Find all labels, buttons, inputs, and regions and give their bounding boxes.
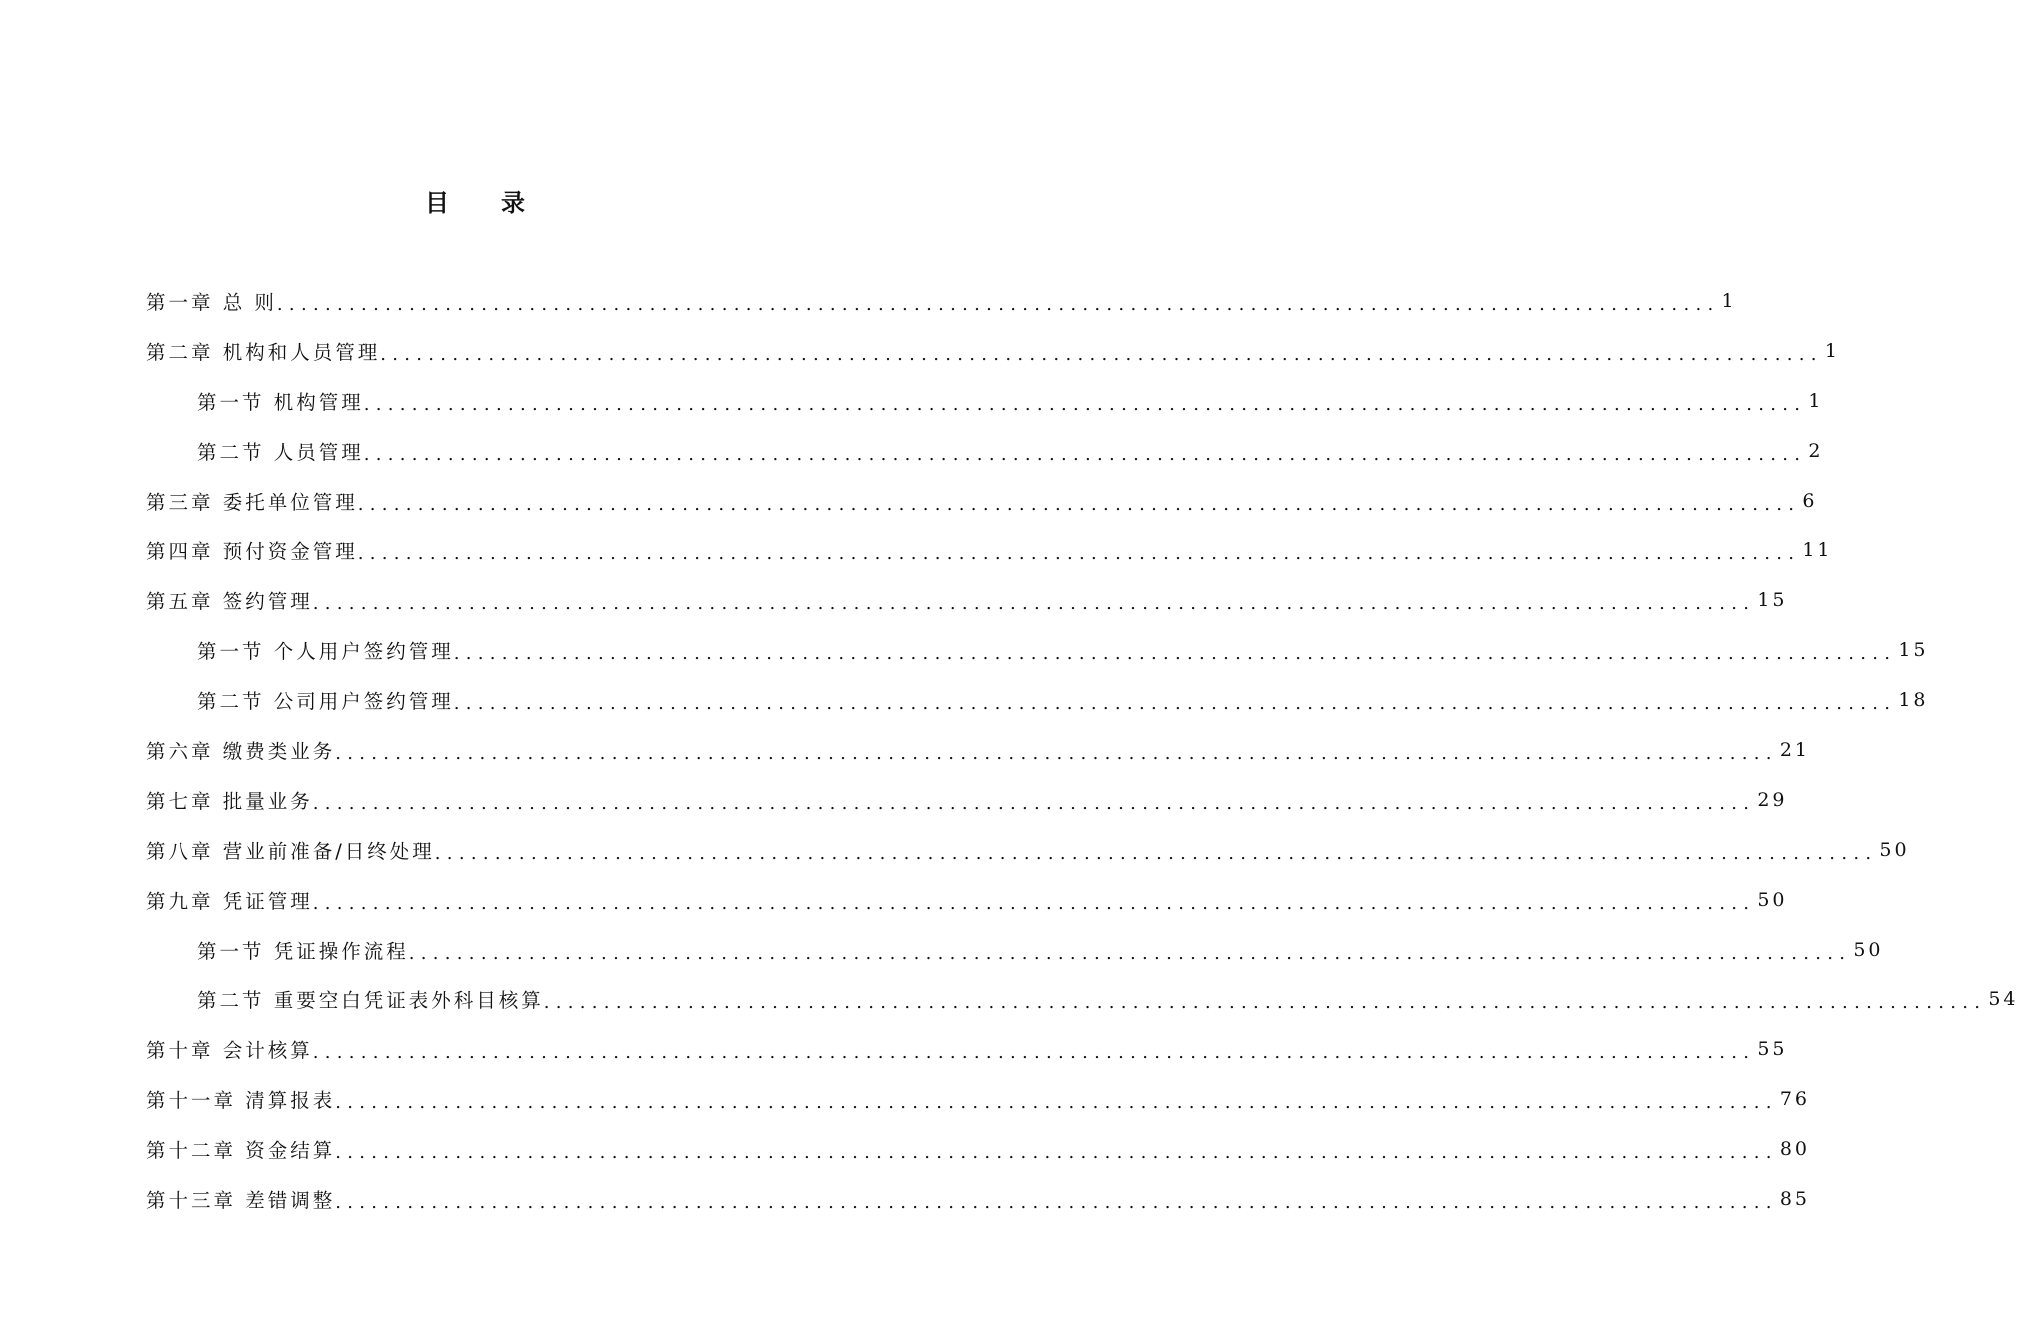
- toc-entry-label: 第九章 凭证管理: [146, 889, 313, 913]
- toc-entry-page: 1: [1808, 389, 1824, 412]
- toc-leader-dots: ........................................................................................................................: [312, 1042, 1756, 1064]
- toc-entry-page: 85: [1779, 1187, 1810, 1210]
- toc-leader-dots: ........................................................................................................................: [363, 393, 1807, 415]
- toc-entry-label: 第四章 预付资金管理: [146, 540, 358, 564]
- toc-leader-dots: ........................................................................................................................: [543, 992, 1987, 1014]
- toc-entry[interactable]: [0, 1024, 1788, 1074]
- toc-entry-label: 第二章 机构和人员管理: [146, 340, 381, 364]
- toc-leader-dots: ........................................................................................................................: [380, 343, 1823, 365]
- toc-entry-label: 第五章 签约管理: [146, 590, 313, 614]
- toc-entry[interactable]: [0, 1124, 1810, 1174]
- toc-entry[interactable]: [0, 725, 1810, 775]
- toc-entry-label: 第十章 会计核算: [146, 1039, 313, 1063]
- toc-entry[interactable]: [0, 476, 1818, 526]
- toc-leader-dots: ........................................................................................................................: [363, 443, 1807, 465]
- toc-leader-dots: ........................................................................................................................: [335, 1092, 1778, 1114]
- toc-entry-page: 1: [1824, 339, 1840, 362]
- toc-entry-label: 第十一章 清算报表: [146, 1089, 336, 1113]
- toc-leader-dots: ........................................................................................................................: [312, 892, 1756, 914]
- toc-entry[interactable]: [0, 925, 1884, 975]
- toc-entry-page: 2: [1808, 439, 1824, 462]
- toc-entry-page: 18: [1898, 689, 1929, 712]
- toc-entry-label: 第一节 机构管理: [197, 390, 364, 414]
- toc-entry-page: 6: [1802, 489, 1818, 512]
- toc-entry-label: 第二节 人员管理: [197, 440, 364, 464]
- toc-entry[interactable]: [0, 376, 1824, 426]
- toc-entry-label: 第十二章 资金结算: [146, 1139, 336, 1163]
- toc-entry-page: 54: [1988, 988, 2019, 1011]
- toc-entry-page: 15: [1898, 639, 1929, 662]
- toc-entry[interactable]: [0, 276, 1737, 326]
- toc-entry-page: 80: [1779, 1138, 1810, 1161]
- toc-entry-page: 50: [1879, 838, 1910, 861]
- toc-entry-page: 21: [1779, 738, 1810, 761]
- toc-leader-dots: ........................................................................................................................: [434, 842, 1878, 864]
- toc-leader-dots: ........................................................................................................................: [453, 643, 1897, 665]
- toc-entry-page: 11: [1802, 539, 1833, 562]
- toc-entry-label: 第二节 重要空白凭证表外科目核算: [197, 989, 544, 1013]
- toc-entry-page: 29: [1757, 788, 1788, 811]
- toc-entry[interactable]: [0, 326, 1840, 376]
- toc-list: [0, 276, 2019, 1224]
- toc-entry[interactable]: [0, 426, 1824, 476]
- toc-entry-label: 第十三章 差错调整: [146, 1188, 336, 1212]
- toc-leader-dots: ........................................................................................................................: [276, 293, 1720, 315]
- toc-entry-label: 第一章 总 则: [146, 290, 277, 314]
- toc-entry-label: 第八章 营业前准备/日终处理: [146, 839, 435, 863]
- toc-entry-label: 第一节 凭证操作流程: [197, 939, 409, 963]
- toc-entry-page: 15: [1757, 589, 1788, 612]
- toc-entry[interactable]: [0, 875, 1788, 925]
- toc-entry-page: 1: [1721, 289, 1737, 312]
- toc-leader-dots: ........................................................................................................................: [408, 942, 1852, 964]
- toc-entry[interactable]: [0, 1174, 1810, 1224]
- toc-title: 目 录: [425, 189, 539, 217]
- toc-entry[interactable]: [0, 575, 1788, 625]
- toc-leader-dots: ........................................................................................................................: [357, 493, 1801, 515]
- toc-entry-label: 第七章 批量业务: [146, 789, 313, 813]
- toc-entry[interactable]: [0, 525, 1833, 575]
- toc-leader-dots: ........................................................................................................................: [453, 693, 1897, 715]
- toc-entry-page: 76: [1779, 1088, 1810, 1111]
- toc-entry-page: 50: [1853, 938, 1884, 961]
- toc-leader-dots: ........................................................................................................................: [312, 593, 1756, 615]
- toc-entry[interactable]: [0, 974, 2019, 1024]
- toc-entry-page: 50: [1757, 888, 1788, 911]
- toc-entry[interactable]: [0, 825, 1910, 875]
- toc-entry[interactable]: [0, 675, 1929, 725]
- toc-entry-label: 第一节 个人用户签约管理: [197, 640, 454, 664]
- toc-entry[interactable]: [0, 775, 1788, 825]
- toc-leader-dots: ........................................................................................................................: [335, 1191, 1778, 1213]
- toc-leader-dots: ........................................................................................................................: [335, 1142, 1778, 1164]
- toc-leader-dots: ........................................................................................................................: [357, 543, 1801, 565]
- toc-entry[interactable]: [0, 1074, 1810, 1124]
- toc-leader-dots: ........................................................................................................................: [312, 792, 1756, 814]
- toc-entry[interactable]: [0, 625, 1929, 675]
- toc-entry-label: 第六章 缴费类业务: [146, 739, 336, 763]
- toc-entry-page: 55: [1757, 1038, 1788, 1061]
- toc-entry-label: 第三章 委托单位管理: [146, 490, 358, 514]
- toc-leader-dots: ........................................................................................................................: [335, 742, 1778, 764]
- toc-entry-label: 第二节 公司用户签约管理: [197, 690, 454, 714]
